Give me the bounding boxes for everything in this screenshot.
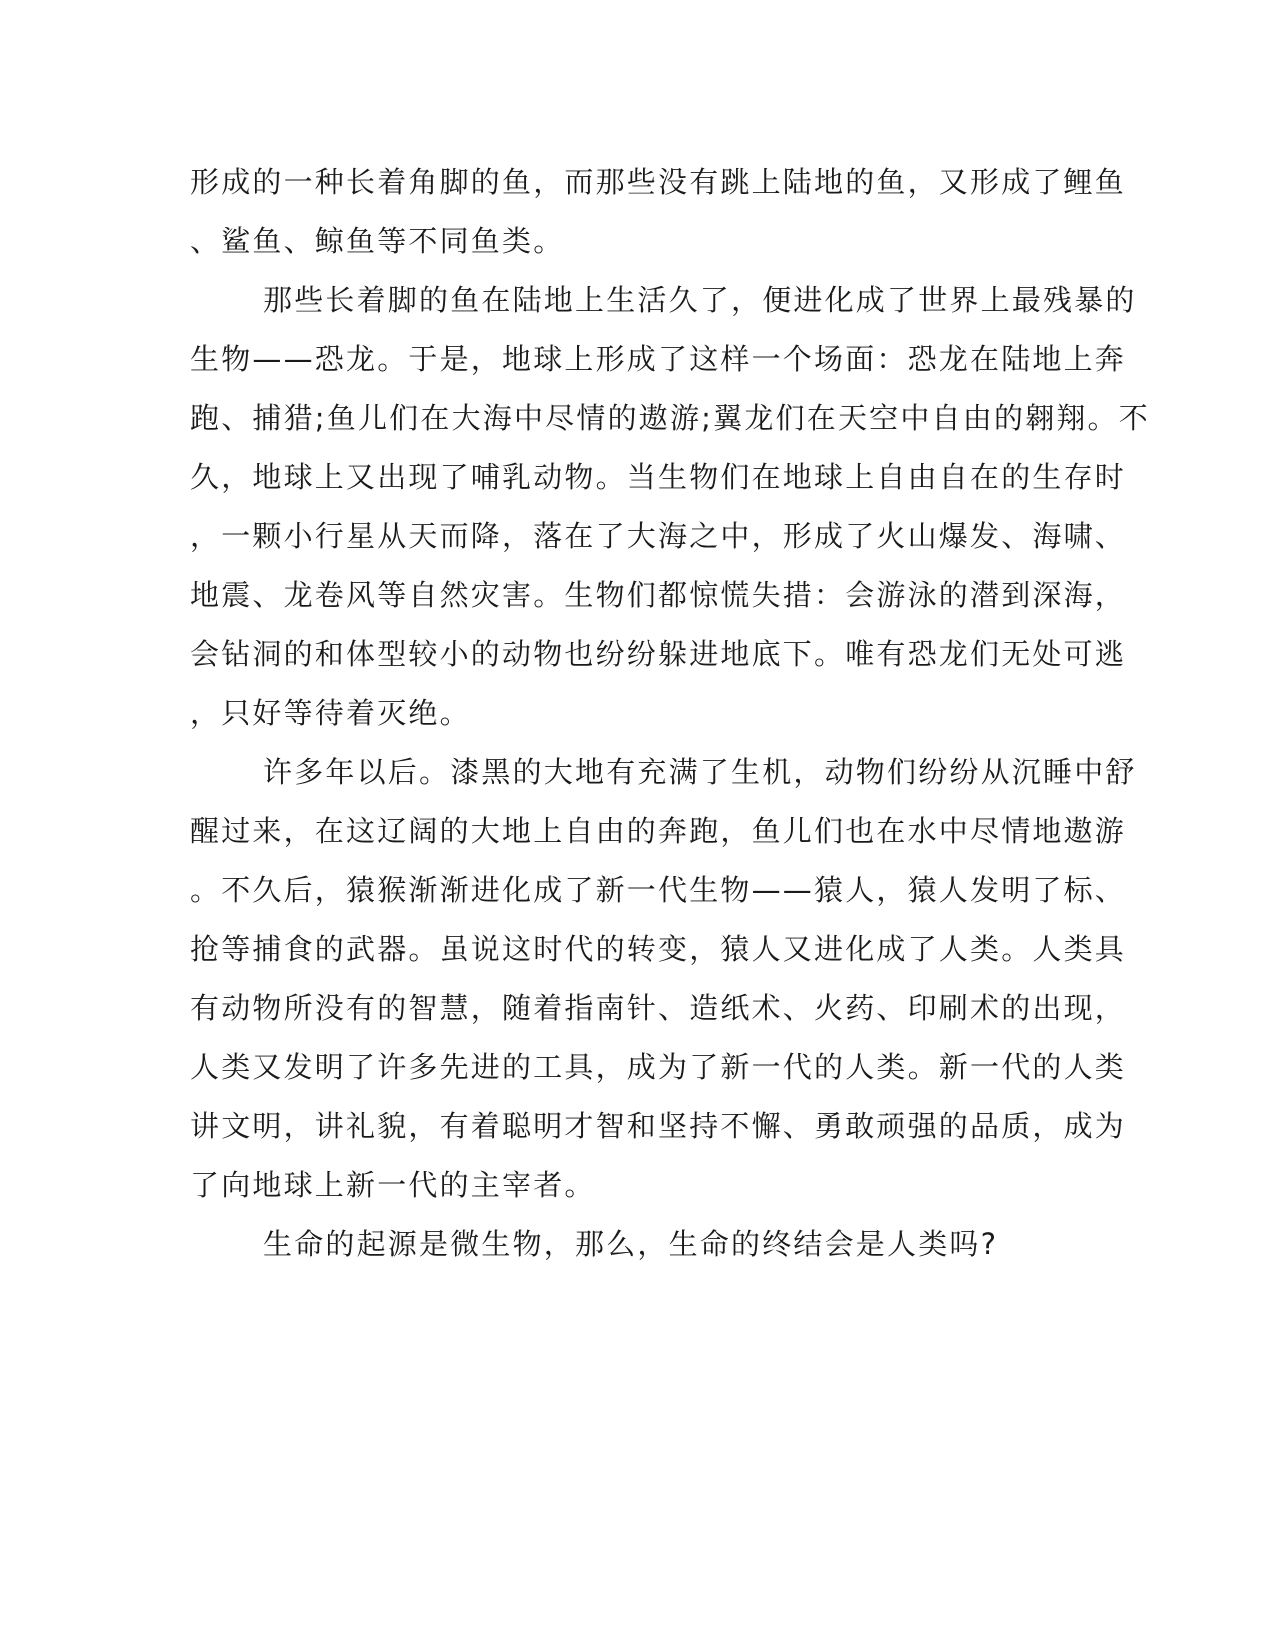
text-line: 有动物所没有的智慧，随着指南针、造纸术、火药、印刷术的出现，	[190, 991, 1127, 1025]
text-line: 醒过来，在这辽阔的大地上自由的奔跑，鱼儿们也在水中尽情地遨游	[190, 814, 1127, 848]
text-line: 跑、捕猎;鱼儿们在大海中尽情的遨游;翼龙们在天空中自由的翱翔。不	[190, 401, 1150, 435]
text-line: 人类又发明了许多先进的工具，成为了新一代的人类。新一代的人类	[190, 1050, 1127, 1084]
text-line: 地震、龙卷风等自然灾害。生物们都惊慌失措：会游泳的潜到深海，	[190, 578, 1127, 612]
text-line: 。不久后，猿猴渐渐进化成了新一代生物——猿人，猿人发明了标、	[190, 873, 1127, 907]
text-line: 了向地球上新一代的主宰者。	[190, 1168, 596, 1202]
paragraph-first-line: 那些长着脚的鱼在陆地上生活久了，便进化成了世界上最残暴的	[263, 283, 1137, 317]
text-line: 抢等捕食的武器。虽说这时代的转变，猿人又进化成了人类。人类具	[190, 932, 1127, 966]
text-line: 形成的一种长着角脚的鱼，而那些没有跳上陆地的鱼，又形成了鲤鱼	[190, 165, 1127, 199]
text-line: ，一颗小行星从天而降，落在了大海之中，形成了火山爆发、海啸、	[190, 519, 1127, 553]
paragraph-first-line: 生命的起源是微生物，那么，生命的终结会是人类吗?	[263, 1227, 999, 1261]
text-line: ，只好等待着灭绝。	[190, 696, 471, 730]
paragraph-first-line: 许多年以后。漆黑的大地有充满了生机，动物们纷纷从沉睡中舒	[263, 755, 1137, 789]
text-line: 、鲨鱼、鲸鱼等不同鱼类。	[190, 224, 565, 258]
text-line: 会钻洞的和体型较小的动物也纷纷躲进地底下。唯有恐龙们无处可逃	[190, 637, 1127, 671]
text-line: 久，地球上又出现了哺乳动物。当生物们在地球上自由自在的生存时	[190, 460, 1127, 494]
text-line: 讲文明，讲礼貌，有着聪明才智和坚持不懈、勇敢顽强的品质，成为	[190, 1109, 1127, 1143]
text-line: 生物——恐龙。于是，地球上形成了这样一个场面：恐龙在陆地上奔	[190, 342, 1127, 376]
